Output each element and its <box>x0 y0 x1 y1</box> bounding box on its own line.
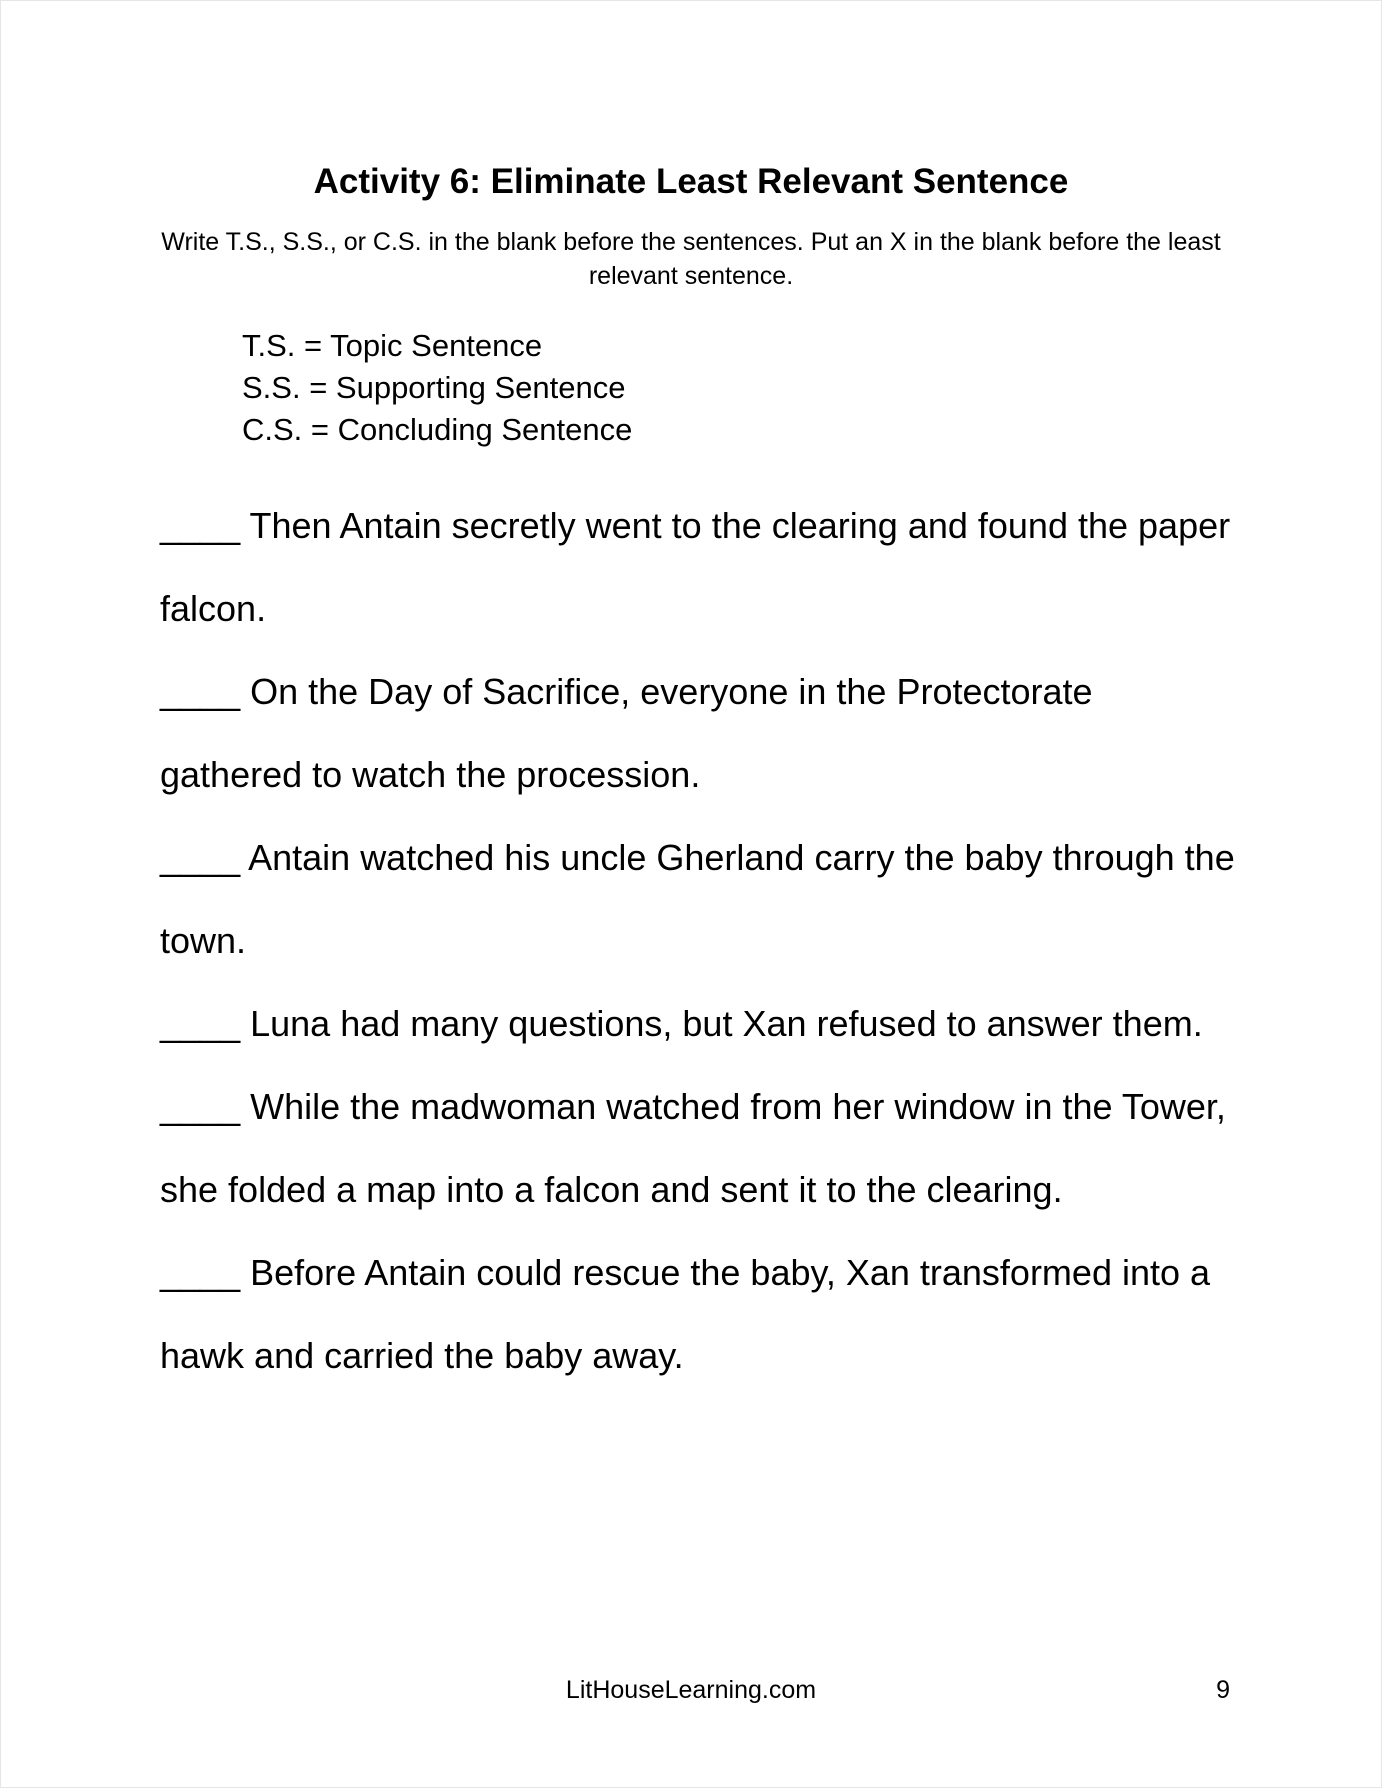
footer-website: LitHouseLearning.com <box>565 1676 817 1704</box>
sentence-item <box>160 1231 1240 1397</box>
sentence-text: While the madwoman watched from her window in the Tower, she folded a map into a falcon and sent it to the clearing. <box>160 1086 1226 1210</box>
activity-title: Activity 6: Eliminate Least Relevant Sentence <box>313 162 1069 201</box>
sentence-text: On the Day of Sacrifice, everyone in the Protectorate gathered to watch the procession. <box>160 671 1093 795</box>
page-number: 9 <box>1216 1676 1230 1704</box>
sentence-list <box>160 484 1240 1397</box>
sentence-text: Then Antain secretly went to the clearing and found the paper falcon. <box>160 505 1231 629</box>
legend-supporting-sentence: S.S. = Supporting Sentence <box>242 370 626 405</box>
sentence-text: Before Antain could rescue the baby, Xan transformed into a hawk and carried the baby away. <box>160 1252 1211 1376</box>
sentence-item <box>160 1065 1240 1231</box>
answer-blank[interactable]: ____ <box>160 1252 241 1293</box>
answer-blank[interactable]: ____ <box>160 1086 241 1127</box>
sentence-text: Luna had many questions, but Xan refused to answer them. <box>250 1003 1203 1044</box>
legend-topic-sentence: T.S. = Topic Sentence <box>242 328 543 363</box>
legend-concluding-sentence: C.S. = Concluding Sentence <box>242 412 633 447</box>
sentence-item <box>160 982 1240 1065</box>
answer-blank[interactable]: ____ <box>160 837 241 878</box>
answer-blank[interactable]: ____ <box>160 671 241 712</box>
sentence-item <box>160 816 1240 982</box>
answer-blank[interactable]: ____ <box>160 1003 241 1044</box>
sentence-item <box>160 650 1240 816</box>
instructions-text: Write T.S., S.S., or C.S. in the blank before the sentences. Put an X in the blank before the least relevant sentence. <box>161 228 1221 290</box>
answer-blank[interactable]: ____ <box>160 505 241 546</box>
sentence-item <box>160 484 1240 650</box>
abbreviation-legend <box>242 325 632 451</box>
sentence-text: Antain watched his uncle Gherland carry the baby through the town. <box>160 837 1235 961</box>
